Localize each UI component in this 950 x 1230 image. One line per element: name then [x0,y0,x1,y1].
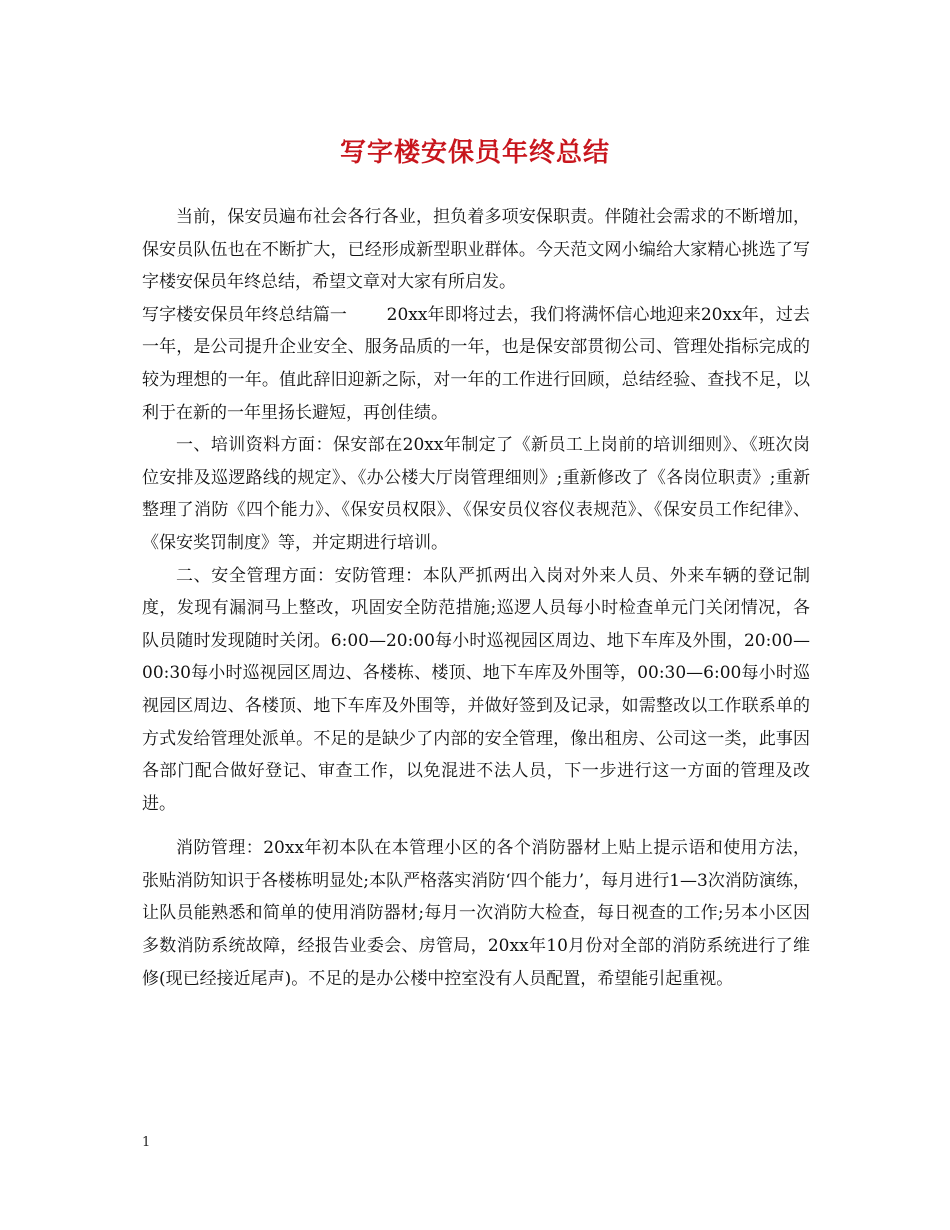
paragraph-section-one: 写字楼安保员年终总结篇一 20xx年即将过去，我们将满怀信心地迎来20xx年，过去一年，是公司提升企业安全、服务品质的一年，也是保安部贯彻公司、管理处指标完成的较为理想的一年。值此辞旧迎新之际，对一年的工作进行回顾，总结经验、查找不足，以利于在新的一年里扬长避短，再创佳绩。 [142,304,810,423]
paragraph-intro: 当前，保安员遍布社会各行各业，担负着多项安保职责。伴随社会需求的不断增加，保安员队伍也在不断扩大，已经形成新型职业群体。今天范文网小编给大家精心挑选了写字楼安保员年终总结，希望文章对大家有所启发。 [142,207,810,293]
paragraph-training: 一、培训资料方面：保安部在20xx年制定了《新员工上岗前的培训细则》、《班次岗位安排及巡逻路线的规定》、《办公楼大厅岗管理细则》;重新修改了《各岗位职责》;重新整理了消防《四个能力》、《保安员权限》、《保安员仪容仪表规范》、《保安员工作纪律》、《保安奖罚制度》等，并定期进行培训。 [142,435,810,553]
paragraph-fire-safety: 消防管理：20xx年初本队在本管理小区的各个消防器材上贴上提示语和使用方法，张贴消防知识于各楼栋明显处;本队严格落实消防‘四个能力’，每月进行1—3次消防演练，让队员能熟悉和简单的使用消防器材;每月一次消防大检查，每日视查的工作;另本小区因多数消防系统故障，经报告业委会、房管局，20xx年10月份对全部的消防系统进行了维修(现已经接近尾声)。不足的是办公楼中控室没有人员配置，希望能引起重视。 [142,838,810,989]
paragraph-security: 二、安全管理方面：安防管理：本队严抓两出入岗对外来人员、外来车辆的登记制度，发现有漏洞马上整改，巩固安全防范措施;巡逻人员每小时检查单元门关闭情况，各队员随时发现随时关闭。6:00—20:00每小时巡视园区周边、地下车库及外围，20:00—00:30每小时巡视园区周边、各楼栋、楼顶、地下车库及外围等，00:30—6:00每小时巡视园区周边、各楼顶、地下车库及外围等，并做好签到及记录，如需整改以工作联系单的方式发给管理处派单。不足的是缺少了内部的安全管理，像出租房、公司这一类，此事因各部门配合做好登记、审查工作，以免混进不法人员，下一步进行这一方面的管理及改进。 [142,565,810,814]
page-number: 1 [142,1135,151,1150]
document-body [142,201,810,995]
document-title: 写字楼安保员年终总结 [339,138,610,168]
